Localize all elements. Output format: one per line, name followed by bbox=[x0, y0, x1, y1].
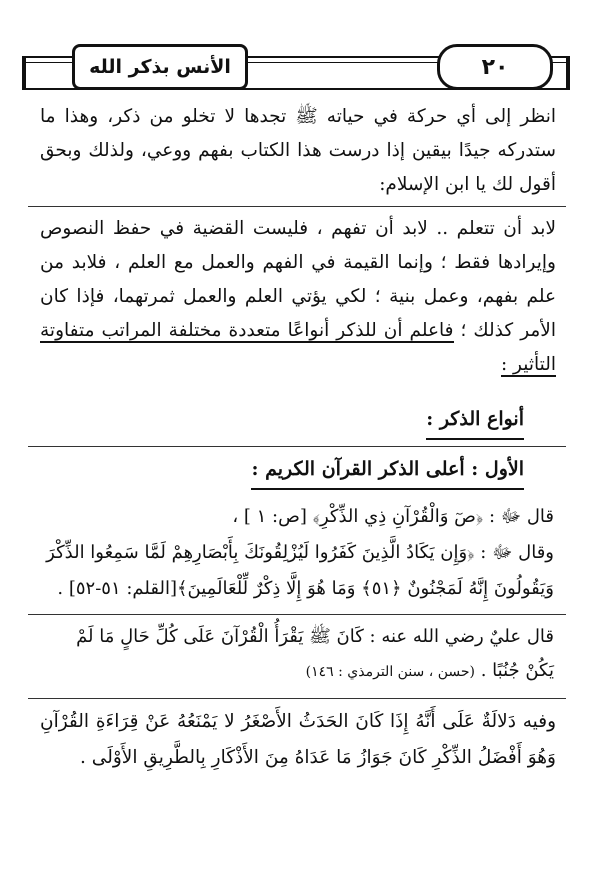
heading-types-text: أنواع الذكر : bbox=[426, 402, 524, 440]
hadith-line-2 bbox=[40, 654, 554, 689]
header-cap bbox=[22, 56, 26, 88]
quran-quote-line: وقال ﷻ : ﴿وَإِن يَكَادُ الَّذِينَ كَفَرُوا لَيُزْلِقُونَكَ بِأَبْصَارِهِمْ لَمَّا سَمِعُوا الذِّكْرَ bbox=[46, 542, 554, 563]
divider bbox=[28, 446, 566, 447]
book-title: الأنس بذكر الله bbox=[89, 56, 231, 78]
paragraph-conclusion: وفيه دَلالَةٌ عَلَى أَنَّهُ إِذَا كَانَ الحَدَثُ الأَصْغَرُ لا يَمْنَعُهُ عَنْ قِرَاءَةِ القُرْآنِ وَهُوَ أَفْضَلُ الذِّكْرِ كَانَ جَوَازُ مَا عَدَاهُ مِنَ الأَذْكَارِ بِالطَّرِيقِ الأَوْلَى . bbox=[40, 711, 556, 768]
heading-types-of-dhikr bbox=[426, 402, 524, 440]
hadith-source: (حسن ، سنن الترمذي : ١٤٦) bbox=[305, 664, 475, 680]
heading-first-type bbox=[251, 452, 524, 490]
paragraph-intro: انظر إلى أي حركة في حياته ﷺ تجدها لا تخلو من ذكر، وهذا ما ستدركه جيدًا بيقين إذا درست هذا الكتاب بفهم ووعي، ولذلك وبحق أقول لك يا ابن الإسلام: bbox=[40, 106, 556, 195]
divider bbox=[28, 206, 566, 207]
divider bbox=[28, 614, 566, 615]
page-number: ٢٠ bbox=[481, 54, 509, 80]
page-number-frame bbox=[437, 44, 553, 90]
header-cap bbox=[566, 56, 570, 88]
heading-first-text: أعلى الذكر القرآن الكريم : bbox=[251, 458, 465, 480]
heading-first-wrap bbox=[251, 452, 524, 490]
hadith-text: يَكُنْ جُنُبًا . bbox=[480, 660, 554, 681]
hadith-line: قال عليٌ رضي الله عنه : كَانَ ﷺ يَقْرَأُ الْقُرْآنَ عَلَى كُلِّ حَالٍ مَا لَمْ bbox=[76, 626, 554, 647]
page-header bbox=[22, 42, 570, 94]
paragraph-learning-text: لابد أن تتعلم .. لابد أن تفهم ، فليست القضية في حفظ النصوص وإيرادها فقط ؛ وإنما القيمة في الفهم والعمل مع العلم ، فلابد من علم بفهم، وعمل بنية ؛ لكي يؤتي العلم والعمل ثمرتهما، فإذا كان الأمر كذلك ؛ bbox=[40, 218, 556, 341]
divider bbox=[28, 698, 566, 699]
paragraph-learning-underlined: فاعلم أن للذكر أنواعًا متعددة مختلفة المراتب متفاوتة التأثير : bbox=[40, 320, 556, 375]
paragraph-learning bbox=[40, 212, 556, 382]
heading-first-label: الأول : bbox=[471, 458, 524, 480]
book-title-frame bbox=[72, 44, 248, 90]
quran-quote-line: قال ﷻ : ﴿صٓ وَالْقُرْآنِ ذِي الذِّكْرِ﴾ [ص: ١ ] ، bbox=[232, 506, 554, 527]
quran-quote-line: وَيَقُولُونَ إِنَّهُ لَمَجْنُونٌ ﴿٥١﴾ وَمَا هُوَ إِلَّا ذِكْرٌ لِّلْعَالَمِينَ﴾[القلم: ٥١-٥٢] . bbox=[57, 578, 554, 599]
